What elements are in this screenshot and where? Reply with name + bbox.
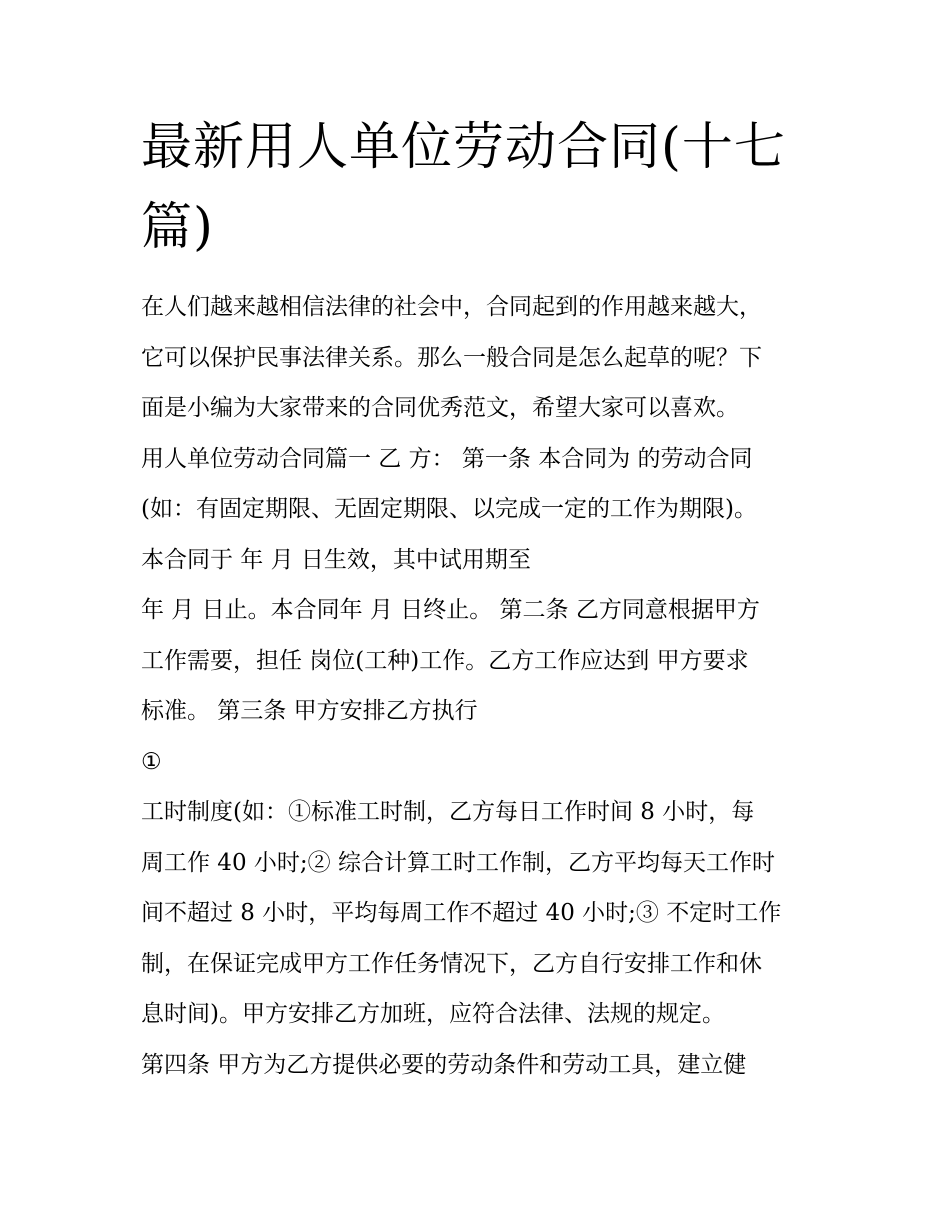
body-line-10: ① — [141, 748, 162, 775]
body-line-16: 第四条 甲方为乙方提供必要的劳动条件和劳动工具，建立健 — [141, 1051, 747, 1078]
body-line-9: 标准。 第三条 甲方安排乙方执行 — [141, 698, 478, 724]
body-line-7: 年 月 日止。本合同年 月 日终止。 第二条 乙方同意根据甲方 — [141, 597, 760, 623]
body-line-12: 周工作 40 小时;② 综合计算工时工作制，乙方平均每天工作时 — [141, 849, 775, 876]
body-line-1: 在人们越来越相信法律的社会中，合同起到的作用越来越大， — [141, 294, 762, 320]
body-line-3: 面是小编为大家带来的合同优秀范文，希望大家可以喜欢。 — [141, 395, 739, 421]
body-line-11: 工时制度(如：①标准工时制，乙方每日工作时间 8 小时，每 — [141, 799, 755, 825]
document-title — [141, 108, 821, 268]
body-line-14: 制，在保证完成甲方工作任务情况下，乙方自行安排工作和休 — [141, 950, 762, 977]
body-line-8: 工作需要，担任 岗位(工种)工作。乙方工作应达到 甲方要求 — [141, 647, 749, 674]
body-line-15: 息时间)。甲方安排乙方加班，应符合法律、法规的规定。 — [141, 1001, 725, 1027]
document-page — [141, 108, 821, 1090]
title-line-1: 最新用人单位劳动合同(十七 — [141, 118, 786, 177]
body-line-4: 用人单位劳动合同篇一 乙 方： 第一条 本合同为 的劳动合同 — [141, 445, 753, 472]
document-body — [141, 282, 821, 1090]
title-line-2: 篇) — [141, 198, 214, 257]
body-line-5: (如：有固定期限、无固定期限、以完成一定的工作为期限)。 — [141, 496, 757, 522]
body-line-2: 它可以保护民事法律关系。那么一般合同是怎么起草的呢？下 — [141, 344, 762, 371]
body-line-13: 间不超过 8 小时，平均每周工作不超过 40 小时;③ 不定时工作 — [141, 900, 782, 926]
body-line-6: 本合同于 年 月 日生效，其中试用期至 — [141, 546, 531, 573]
